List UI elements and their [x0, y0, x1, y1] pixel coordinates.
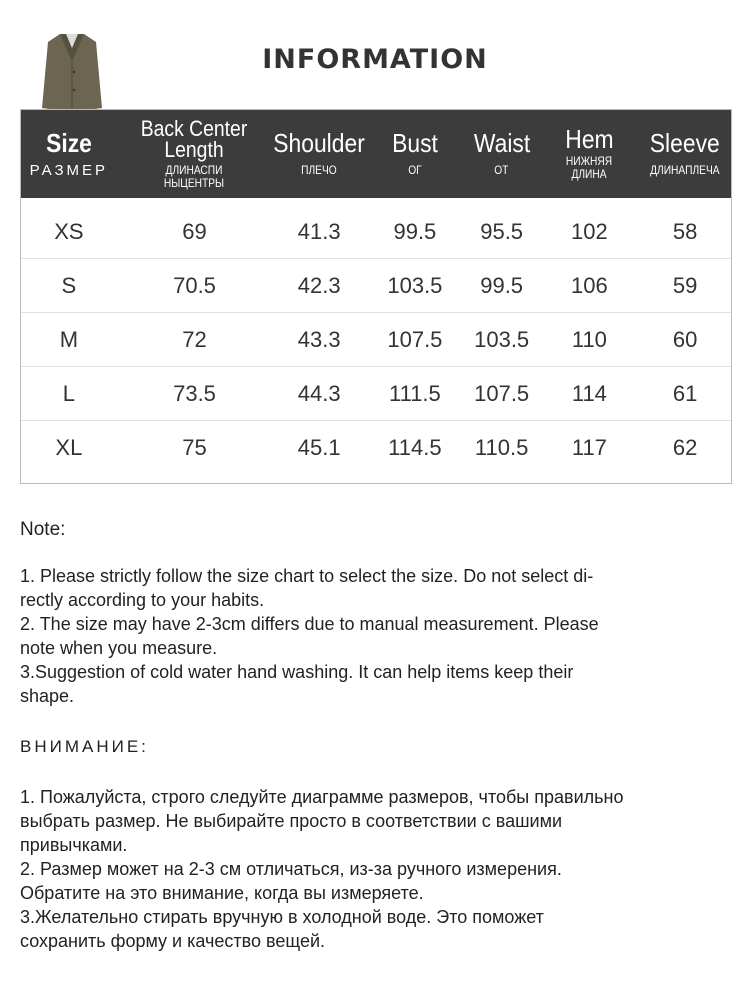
- header-bust: Bust ОГ: [392, 128, 438, 177]
- page-title: INFORMATION: [262, 44, 488, 75]
- header-hem: Hem НИЖНЯЯ ДЛИНА: [565, 124, 614, 181]
- table-cell: 59: [672, 272, 698, 298]
- table-cell: 114.5: [388, 435, 442, 460]
- note-line: note when you measure.: [20, 638, 218, 658]
- note-line: 2. Размер может на 2-3 см отличаться, из-за ручного измерения.: [20, 859, 562, 879]
- table-row: [21, 313, 731, 367]
- table-cell: 111.5: [388, 380, 441, 406]
- note-line: сохранить форму и качество вещей.: [20, 931, 326, 951]
- table-cell: 41.3: [297, 218, 341, 244]
- table-cell: 110.5: [474, 435, 529, 460]
- table-cell: 110: [571, 326, 607, 352]
- table-cell: 72: [182, 326, 207, 352]
- table-row: [21, 421, 731, 475]
- table-row: [21, 205, 731, 259]
- table-cell: M: [59, 326, 79, 352]
- table-cell: 62: [672, 435, 698, 460]
- table-row: [21, 259, 731, 313]
- note-line: rectly according to your habits.: [20, 590, 265, 610]
- table-cell: 102: [571, 218, 608, 244]
- note-section-en: [20, 518, 730, 708]
- note-line: 3.Suggestion of cold water hand washing. It can help items keep their: [20, 662, 574, 682]
- header-waist: Waist ОТ: [473, 128, 530, 177]
- table-body: [21, 198, 731, 475]
- table-cell: 75: [182, 435, 207, 460]
- table-cell: 70.5: [173, 272, 216, 298]
- table-cell: 58: [672, 218, 698, 244]
- note-line: привычками.: [20, 835, 128, 855]
- table-cell: 117: [571, 435, 607, 460]
- note-line: 1. Пожалуйста, строго следуйте диаграмме размеров, чтобы правильно: [20, 787, 624, 807]
- table-cell: 107.5: [387, 326, 443, 352]
- table-cell: 60: [672, 326, 698, 352]
- table-cell: S: [61, 272, 77, 298]
- header-back-center-length: Back Center Length ДЛИНАСПИ НЫЦЕНТРЫ: [141, 116, 248, 190]
- note-line: Обратите на это внимание, когда вы измеряете.: [20, 883, 424, 903]
- table-cell: 99.5: [393, 218, 437, 244]
- table-cell: 103.5: [474, 326, 530, 352]
- note-line: 2. The size may have 2-3cm differs due to manual measurement. Please: [20, 614, 599, 634]
- table-cell: XS: [54, 218, 84, 244]
- table-row: [21, 367, 731, 421]
- table-cell: 103.5: [387, 272, 443, 298]
- header-sleeve: Sleeve ДЛИНАПЛЕЧА: [650, 128, 721, 177]
- table-cell: 106: [571, 272, 608, 298]
- table-cell: L: [62, 380, 75, 406]
- note-line: shape.: [20, 686, 75, 706]
- table-cell: 61: [672, 380, 698, 406]
- table-cell: 73.5: [173, 380, 216, 406]
- table-cell: 107.5: [474, 380, 530, 406]
- header-shoulder: Shoulder ПЛЕЧО: [273, 128, 365, 177]
- note-heading: Note:: [20, 519, 66, 540]
- size-table: [20, 109, 732, 484]
- header-size: Size РАЗМЕР: [29, 128, 109, 179]
- table-cell: 44.3: [297, 380, 341, 406]
- note-ru-heading: ВНИМАНИЕ:: [20, 737, 149, 756]
- note-line: 3.Желательно стирать вручную в холодной воде. Это поможет: [20, 907, 544, 927]
- table-cell: 42.3: [297, 272, 341, 298]
- table-cell: XL: [55, 435, 83, 460]
- note-line: 1. Please strictly follow the size chart to select the size. Do not select di-: [20, 566, 594, 586]
- table-header: [21, 110, 731, 198]
- table-cell: 114: [571, 380, 607, 406]
- table-cell: 45.1: [297, 435, 341, 460]
- note-line: выбрать размер. Не выбирайте просто в соответствии с вашими: [20, 811, 563, 831]
- table-cell: 43.3: [297, 326, 341, 352]
- note-section-ru: [20, 735, 730, 953]
- table-cell: 69: [182, 218, 207, 244]
- table-cell: 99.5: [480, 272, 524, 298]
- table-cell: 95.5: [480, 218, 524, 244]
